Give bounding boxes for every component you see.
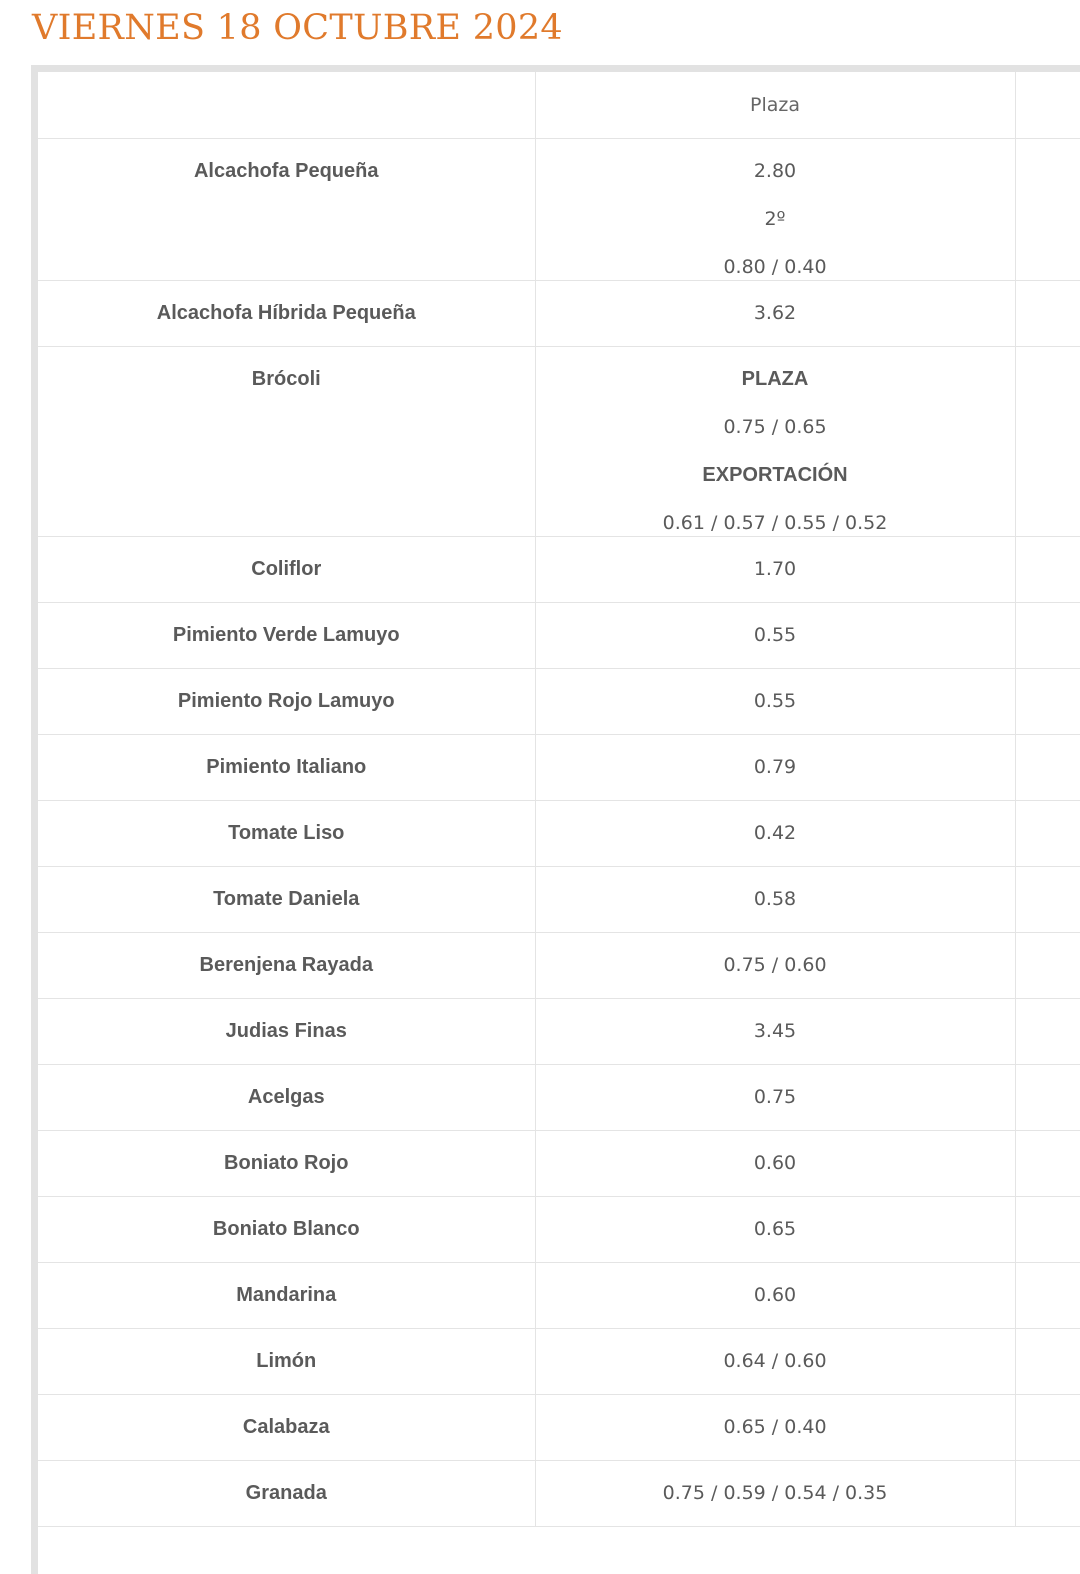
price-value: 0.58 [753, 888, 797, 910]
price-section-label: PLAZA [741, 368, 809, 390]
table-row [38, 933, 1080, 999]
product-name: Granada [38, 1461, 535, 1527]
price-value: 0.65 / 0.40 [723, 1416, 827, 1438]
extra-cell [1015, 1131, 1080, 1197]
price-value: 0.75 / 0.65 [723, 416, 827, 438]
table-row [38, 603, 1080, 669]
table-row [38, 1197, 1080, 1263]
table-row [38, 139, 1080, 281]
price-value: 0.79 [753, 756, 797, 778]
price-value: 3.62 [753, 302, 797, 324]
plaza-price-cell [535, 669, 1015, 735]
extra-cell [1015, 801, 1080, 867]
plaza-price-cell [535, 1197, 1015, 1263]
plaza-price-cell [535, 1263, 1015, 1329]
product-name: Acelgas [38, 1065, 535, 1131]
plaza-price-cell [535, 933, 1015, 999]
product-name: Judias Finas [38, 999, 535, 1065]
price-value: 0.64 / 0.60 [723, 1350, 827, 1372]
price-value: 0.65 [753, 1218, 797, 1240]
plaza-price-cell [535, 1131, 1015, 1197]
product-name: Alcachofa Pequeña [38, 139, 535, 281]
table-row [38, 1065, 1080, 1131]
plaza-price-cell [535, 801, 1015, 867]
price-value: 0.60 [753, 1152, 797, 1174]
price-value: 0.80 / 0.40 [723, 256, 827, 278]
table-row [38, 669, 1080, 735]
product-name: Calabaza [38, 1395, 535, 1461]
extra-cell [1015, 1197, 1080, 1263]
extra-cell [1015, 735, 1080, 801]
plaza-price-cell [535, 347, 1015, 537]
extra-cell [1015, 603, 1080, 669]
price-table [38, 72, 1080, 1527]
table-row [38, 999, 1080, 1065]
table-row [38, 1461, 1080, 1527]
plaza-price-cell [535, 139, 1015, 281]
price-value: 0.75 / 0.59 / 0.54 / 0.35 [662, 1482, 888, 1504]
plaza-price-cell [535, 735, 1015, 801]
plaza-price-cell [535, 1461, 1015, 1527]
table-row [38, 537, 1080, 603]
product-name: Berenjena Rayada [38, 933, 535, 999]
product-name: Tomate Daniela [38, 867, 535, 933]
plaza-price-cell [535, 1395, 1015, 1461]
price-value: 2º [764, 208, 786, 230]
table-row [38, 1263, 1080, 1329]
price-value: 0.55 [753, 624, 797, 646]
product-name: Mandarina [38, 1263, 535, 1329]
extra-cell [1015, 999, 1080, 1065]
price-value: 0.75 [753, 1086, 797, 1108]
extra-cell [1015, 281, 1080, 347]
extra-cell [1015, 139, 1080, 281]
plaza-price-cell [535, 867, 1015, 933]
extra-cell [1015, 669, 1080, 735]
product-name: Pimiento Italiano [38, 735, 535, 801]
price-table-frame [31, 65, 1080, 1574]
product-name: Boniato Rojo [38, 1131, 535, 1197]
product-name: Coliflor [38, 537, 535, 603]
product-name: Alcachofa Híbrida Pequeña [38, 281, 535, 347]
product-name: Boniato Blanco [38, 1197, 535, 1263]
product-name: Brócoli [38, 347, 535, 537]
price-value: 0.60 [753, 1284, 797, 1306]
table-row [38, 281, 1080, 347]
plaza-price-cell [535, 281, 1015, 347]
plaza-price-cell [535, 537, 1015, 603]
extra-cell [1015, 867, 1080, 933]
table-row [38, 1131, 1080, 1197]
product-name: Tomate Liso [38, 801, 535, 867]
price-value: 0.55 [753, 690, 797, 712]
product-name: Pimiento Verde Lamuyo [38, 603, 535, 669]
price-value: 3.45 [753, 1020, 797, 1042]
extra-cell [1015, 1065, 1080, 1131]
table-body [38, 139, 1080, 1527]
header-plaza: Plaza [535, 72, 1015, 139]
table-row [38, 1395, 1080, 1461]
table-row [38, 801, 1080, 867]
extra-cell [1015, 1329, 1080, 1395]
extra-cell [1015, 537, 1080, 603]
product-name: Pimiento Rojo Lamuyo [38, 669, 535, 735]
price-value: 0.61 / 0.57 / 0.55 / 0.52 [662, 512, 888, 534]
plaza-price-cell [535, 1329, 1015, 1395]
table-row [38, 867, 1080, 933]
price-value: 0.75 / 0.60 [723, 954, 827, 976]
extra-cell [1015, 933, 1080, 999]
price-value: 2.80 [753, 160, 797, 182]
table-row [38, 735, 1080, 801]
header-extra [1015, 72, 1080, 139]
product-name: Limón [38, 1329, 535, 1395]
plaza-price-cell [535, 999, 1015, 1065]
extra-cell [1015, 1395, 1080, 1461]
price-value: 0.42 [753, 822, 797, 844]
table-row [38, 1329, 1080, 1395]
extra-cell [1015, 1263, 1080, 1329]
price-value: 1.70 [753, 558, 797, 580]
plaza-price-cell [535, 1065, 1015, 1131]
extra-cell [1015, 347, 1080, 537]
table-row [38, 347, 1080, 537]
table-header-row [38, 72, 1080, 139]
page-title: VIERNES 18 OCTUBRE 2024 [32, 8, 563, 48]
extra-cell [1015, 1461, 1080, 1527]
price-section-label: EXPORTACIÓN [702, 464, 848, 486]
header-product [38, 72, 535, 139]
plaza-price-cell [535, 603, 1015, 669]
